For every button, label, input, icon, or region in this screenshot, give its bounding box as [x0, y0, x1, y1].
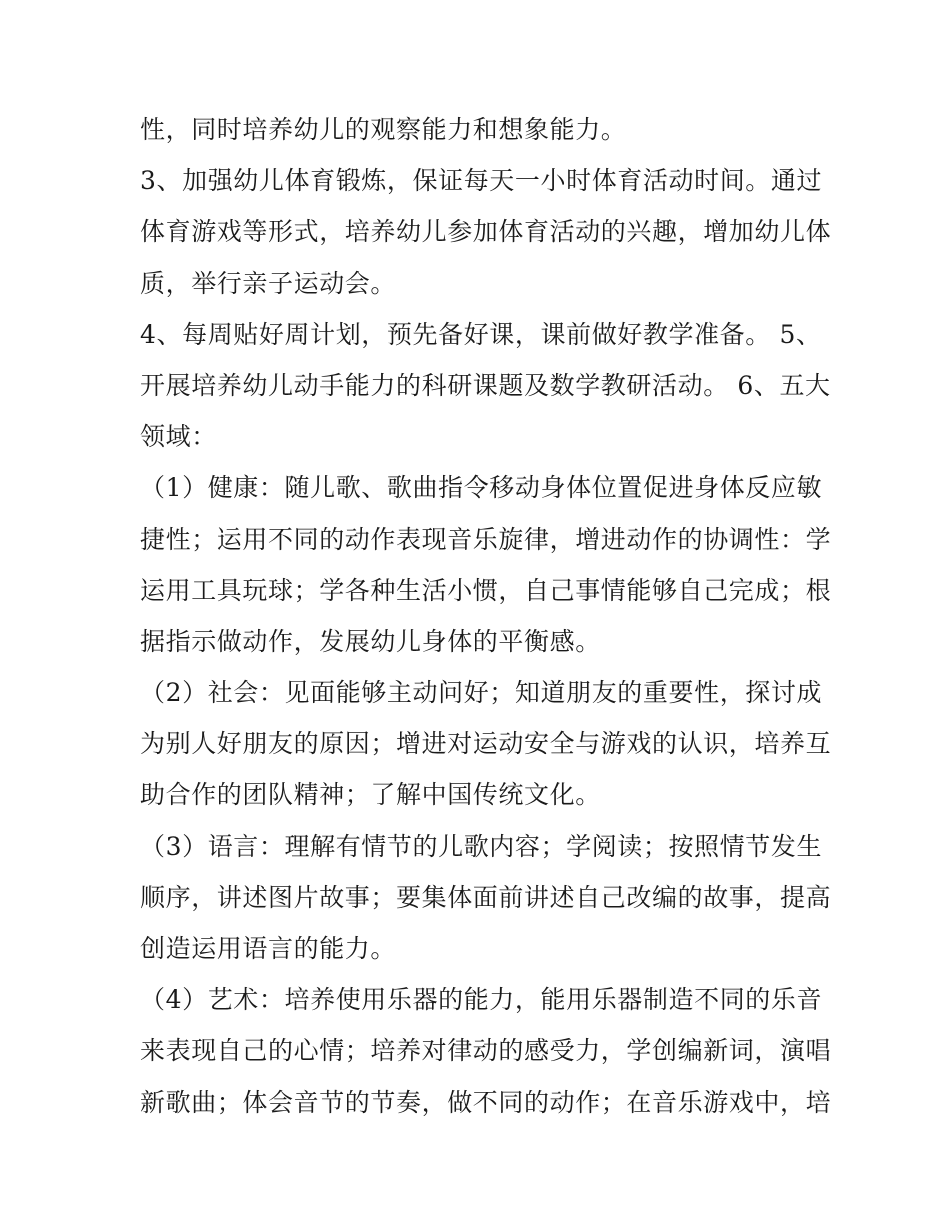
- text-line: 性，同时培养幼儿的观察能力和想象能力。: [140, 115, 627, 144]
- text-line: 捷性；运用不同的动作表现音乐旋律，增进动作的协调性：学: [140, 524, 832, 554]
- text-line: 质，举行亲子运动会。: [140, 268, 397, 298]
- text-line: 体育游戏等形式，培养幼儿参加体育活动的兴趣，增加幼儿体: [140, 217, 832, 247]
- text-line: （4）艺术：培养使用乐器的能力，能用乐器制造不同的乐音: [140, 985, 823, 1015]
- text-line: （2）社会：见面能够主动问好；知道朋友的重要性，探讨成: [140, 678, 823, 708]
- text-line: 新歌曲；体会音节的节奏，做不同的动作；在音乐游戏中，培: [140, 1087, 832, 1117]
- text-line: （1）健康：随儿歌、歌曲指令移动身体位置促进身体反应敏: [140, 473, 823, 503]
- text-line: 4、每周贴好周计划，预先备好课，课前做好教学准备。 5、: [140, 319, 822, 349]
- text-line: 顺序，讲述图片故事；要集体面前讲述自己改编的故事，提高: [140, 882, 832, 912]
- text-line: 领域：: [140, 422, 217, 452]
- text-line: 创造运用语言的能力。: [140, 934, 397, 963]
- text-line: 开展培养幼儿动手能力的科研课题及数学教研活动。 6、五大: [140, 370, 831, 400]
- text-line: 据指示做动作，发展幼儿身体的平衡感。: [140, 626, 601, 656]
- text-line: 助合作的团队精神；了解中国传统文化。: [140, 780, 601, 810]
- document-body: [140, 104, 832, 1128]
- text-line: 运用工具玩球；学各种生活小惯，自己事情能够自己完成；根: [140, 575, 832, 605]
- text-line: 为别人好朋友的原因；增进对运动安全与游戏的认识，培养互: [140, 729, 832, 759]
- text-line: （3）语言：理解有情节的儿歌内容；学阅读；按照情节发生: [140, 831, 823, 861]
- text-line: 来表现自己的心情；培养对律动的感受力，学创编新词，演唱: [140, 1036, 832, 1066]
- text-line: 3、加强幼儿体育锻炼，保证每天一小时体育活动时间。通过: [140, 166, 823, 196]
